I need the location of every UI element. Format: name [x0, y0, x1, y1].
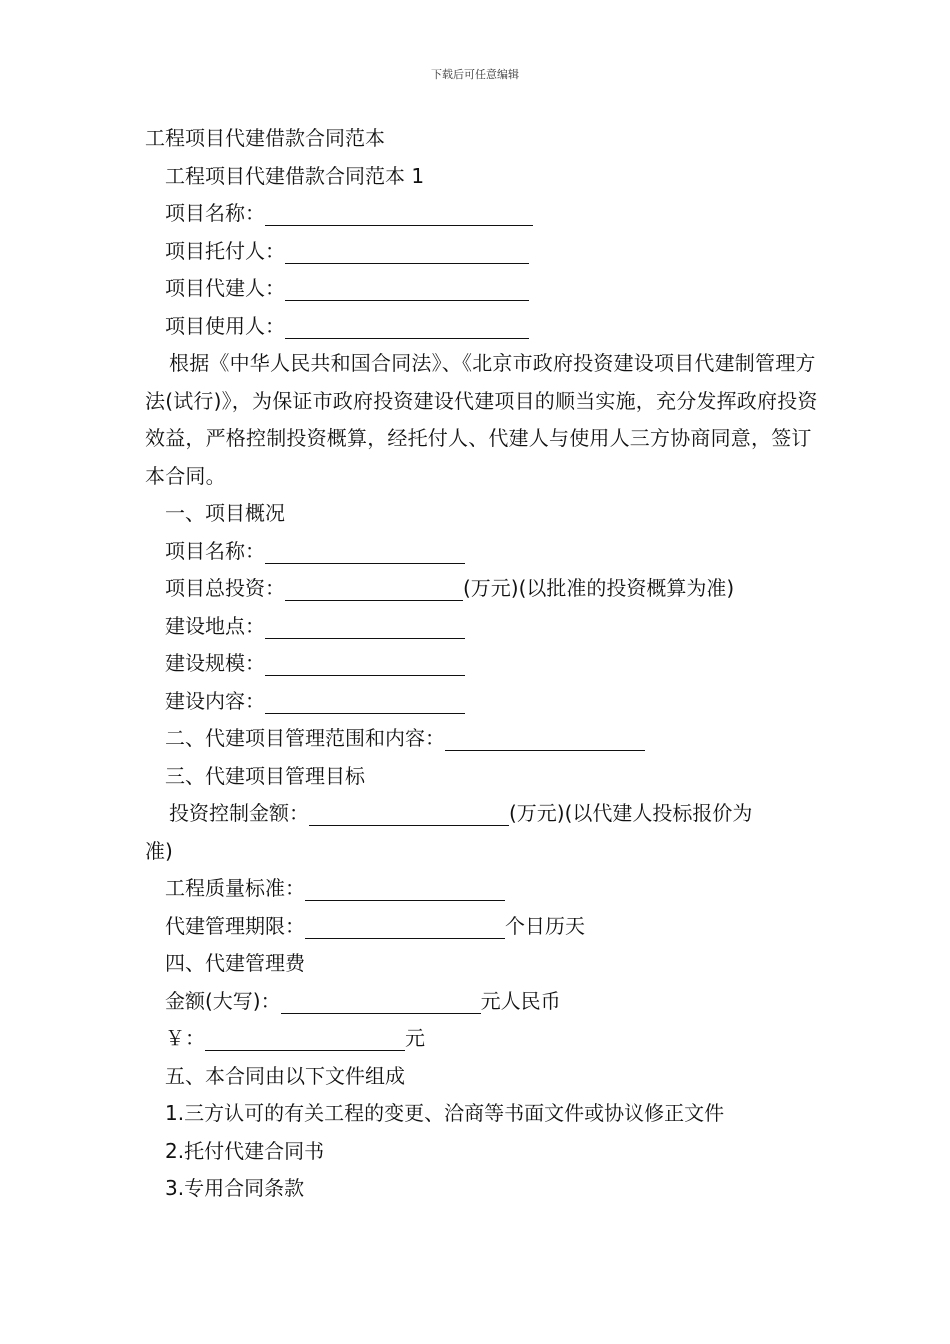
section4-heading: 四、代建管理费: [165, 951, 305, 975]
field-suffix: (万元)(以代建人投标报价为: [509, 801, 753, 825]
field-label: 建设内容：: [165, 688, 265, 713]
section1-heading: 一、项目概况: [165, 501, 285, 525]
field-entrustor: [145, 233, 825, 271]
fill-blank[interactable]: [265, 653, 465, 676]
header-note: 下载后可任意编辑: [431, 68, 519, 81]
field-suffix: 元: [405, 1026, 425, 1050]
field-label: 金额(大写)：: [165, 988, 281, 1013]
field-suffix: (万元)(以批准的投资概算为准): [463, 576, 735, 600]
field-label: 建设地点：: [165, 613, 265, 638]
section5-heading: 五、本合同由以下文件组成: [165, 1063, 405, 1088]
field-label: 二、代建项目管理范围和内容：: [165, 726, 445, 750]
fill-blank[interactable]: [285, 316, 529, 339]
fill-blank[interactable]: [305, 878, 505, 901]
section3-heading: 三、代建项目管理目标: [165, 763, 365, 788]
field-label: 代建管理期限：: [165, 913, 305, 938]
field-label: 项目名称：: [165, 201, 265, 225]
fill-blank[interactable]: [265, 691, 465, 714]
field-label: 项目总投资：: [165, 576, 285, 600]
fill-blank[interactable]: [285, 278, 529, 301]
field-project-name: [145, 195, 825, 233]
document-title: 工程项目代建借款合同范本: [145, 126, 385, 150]
field-label: 项目托付人：: [165, 238, 285, 263]
fill-blank[interactable]: [265, 203, 533, 226]
section5-item-1: 1.三方认可的有关工程的变更、洽商等书面文件或协议修正文件: [165, 1101, 725, 1125]
field-label: ￥：: [165, 1026, 205, 1050]
section1-content: [145, 683, 825, 721]
field-suffix: 元人民币: [480, 988, 561, 1013]
intro-paragraph: 根据《中华人民共和国合同法》、《北京市政府投资建设项目代建制管理方法(试行)》，为保证市政府投资建设代建项目的顺当实施，充分发挥政府投资效益，严格控制投资概算，经托付人、代建人与使用人三方协商同意，签订本合同。: [145, 351, 818, 488]
fill-blank[interactable]: [445, 728, 645, 751]
field-label: 项目名称：: [165, 538, 265, 563]
fill-blank[interactable]: [265, 541, 465, 564]
document-subtitle: 工程项目代建借款合同范本 1: [165, 163, 425, 188]
field-agent: [145, 270, 825, 308]
section1-location: [145, 608, 825, 646]
section3-investment: [145, 795, 825, 833]
section3-period: [145, 908, 825, 946]
section2-scope: [145, 720, 825, 758]
fill-blank[interactable]: [285, 578, 463, 601]
section1-scale: [145, 645, 825, 683]
fill-blank[interactable]: [309, 803, 509, 826]
section4-amount: [145, 983, 825, 1021]
section4-yen: [145, 1020, 825, 1058]
section3-quality: [145, 870, 825, 908]
section1-total-investment: [145, 570, 825, 608]
section5-item-2: 2.托付代建合同书: [165, 1138, 325, 1163]
field-label: 建设规模：: [165, 651, 265, 675]
section1-project-name: [145, 533, 825, 571]
section3-investment-cont: 准): [145, 838, 173, 863]
fill-blank[interactable]: [265, 616, 465, 639]
fill-blank[interactable]: [281, 991, 481, 1014]
field-label: 投资控制金额：: [169, 801, 309, 825]
field-user: [145, 308, 825, 346]
field-suffix: 个日历天: [505, 913, 585, 938]
field-label: 项目代建人：: [165, 276, 285, 300]
field-label: 项目使用人：: [165, 313, 285, 338]
field-label: 工程质量标准：: [165, 876, 305, 900]
document-body: [145, 120, 825, 1208]
section5-item-3: 3.专用合同条款: [165, 1176, 305, 1200]
fill-blank[interactable]: [205, 1028, 405, 1051]
fill-blank[interactable]: [285, 241, 529, 264]
fill-blank[interactable]: [305, 916, 505, 939]
